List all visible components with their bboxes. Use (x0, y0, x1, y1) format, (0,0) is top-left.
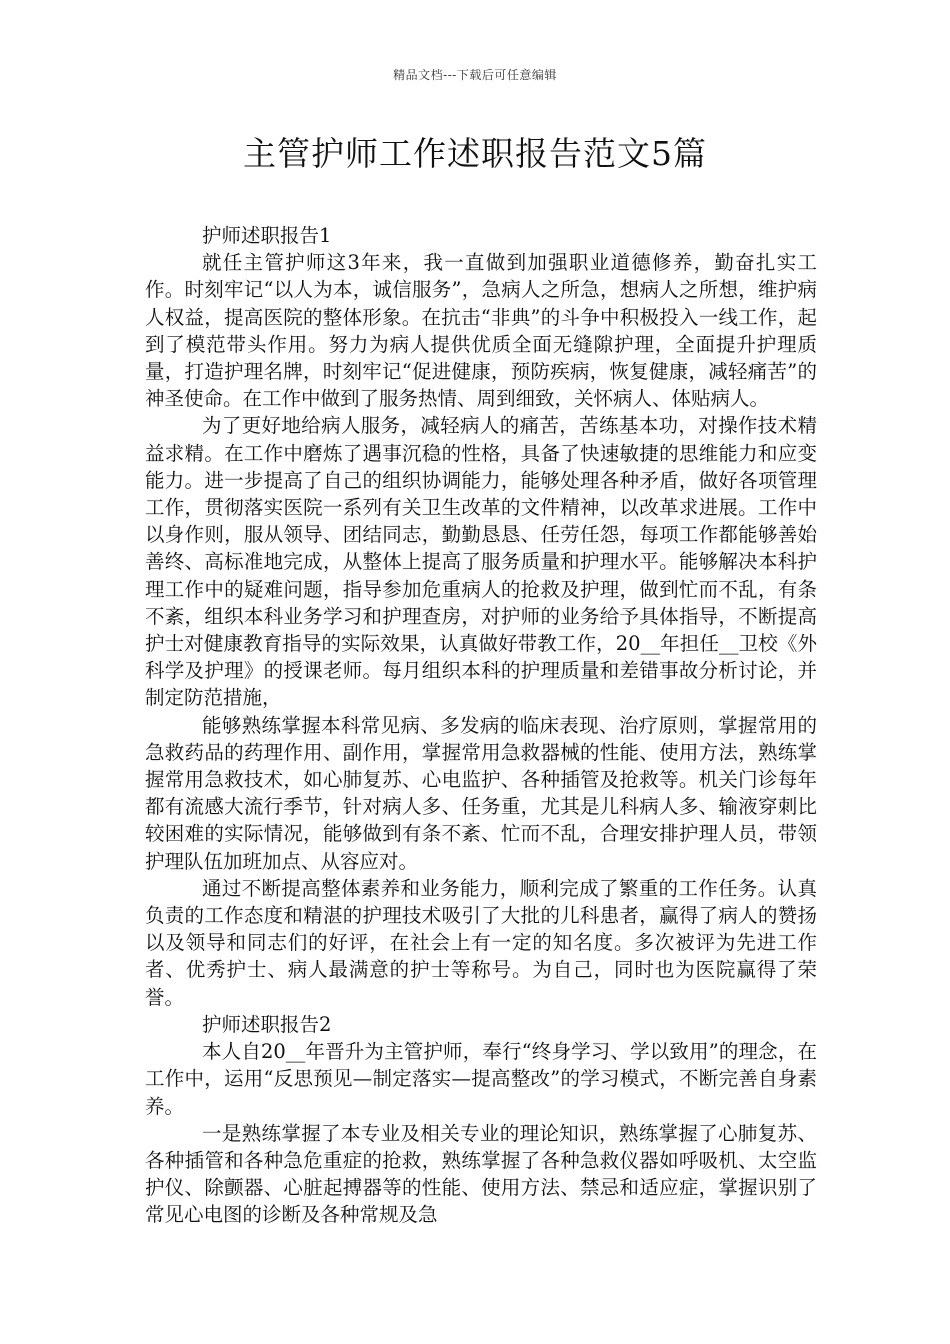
document-title: 主管护师工作述职报告范文5篇 (243, 134, 707, 173)
paragraph: 本人自20__年晋升为主管护师，奉行“终身学习、学以致用”的理念，在工作中，运用“反思预见—制定落实—提高整改”的学习模式，不断完善自身素养。 (145, 1040, 817, 1118)
paragraph: 能够熟练掌握本科常见病、多发病的临床表现、治疗原则，掌握常用的急救药品的药理作用、副作用，掌握常用急救器械的性能、使用方法，熟练掌握常用急救技术，如心肺复苏、心电监护、各种插管及抢救等。机关门诊每年都有流感大流行季节，针对病人多、任务重，尤其是儿科病人多、输液穿刺比较困难的实际情况，能够做到有条不紊、忙而不乱，合理安排护理人员，带领护理队伍加班加点、从容应对。 (145, 713, 817, 873)
document-body (145, 222, 817, 1229)
section-heading-1: 护师述职报告1 (202, 224, 332, 247)
paragraph: 为了更好地给病人服务，减轻病人的痛苦，苦练基本功，对操作技术精益求精。在工作中磨炼了遇事沉稳的性格，具备了快速敏捷的思维能力和应变能力。进一步提高了自己的组织协调能力，能够处理各种矛盾，做好各项管理工作，贯彻落实医院一系列有关卫生改革的文件精神，以改革求进展。工作中以身作则，服从领导、团结同志，勤勤恳恳、任劳任怨，每项工作都能够善始善终、高标准地完成，从整体上提高了服务质量和护理水平。能够解决本科护理工作中的疑难问题，指导参加危重病人的抢救及护理，做到忙而不乱，有条不紊，组织本科业务学习和护理查房，对护师的业务给予具体指导，不断提高护士对健康教育指导的实际效果，认真做好带教工作，20__年担任__卫校《外科学及护理》的授课老师。每月组织本科的护理质量和差错事故分析讨论，并制定防范措施， (145, 414, 817, 710)
paragraph: 一是熟练掌握了本专业及相关专业的理论知识，熟练掌握了心肺复苏、各种插管和各种急危重症的抢救，熟练掌握了各种急救仪器如呼吸机、太空监护仪、除颤器、心脏起搏器等的性能、使用方法、禁忌和适应症，掌握识别了常见心电图的诊断及各种常规及急 (145, 1121, 817, 1227)
section-heading-2: 护师述职报告2 (202, 1012, 332, 1036)
page-header: 精品文档---下载后可任意编辑 (393, 68, 557, 82)
paragraph: 通过不断提高整体素养和业务能力，顺利完成了繁重的工作任务。认真负责的工作态度和精湛的护理技术吸引了大批的儿科患者，赢得了病人的赞扬以及领导和同志们的好评，在社会上有一定的知名度。多次被评为先进工作者、优秀护士、病人最满意的护士等称号。为自己，同时也为医院赢得了荣誉。 (145, 876, 817, 1009)
paragraph: 就任主管护师这3年来，我一直做到加强职业道德修养，勤奋扎实工作。时刻牢记“以人为本，诚信服务”，急病人之所急，想病人之所想，维护病人权益，提高医院的整体形象。在抗击“非典”的斗争中积极投入一线工作，起到了模范带头作用。努力为病人提供优质全面无缝隙护理，全面提升护理质量，打造护理名牌，时刻牢记“促进健康，预防疾病，恢复健康，减轻痛苦”的神圣使命。在工作中做到了服务热情、周到细致，关怀病人、体贴病人。 (145, 251, 817, 411)
